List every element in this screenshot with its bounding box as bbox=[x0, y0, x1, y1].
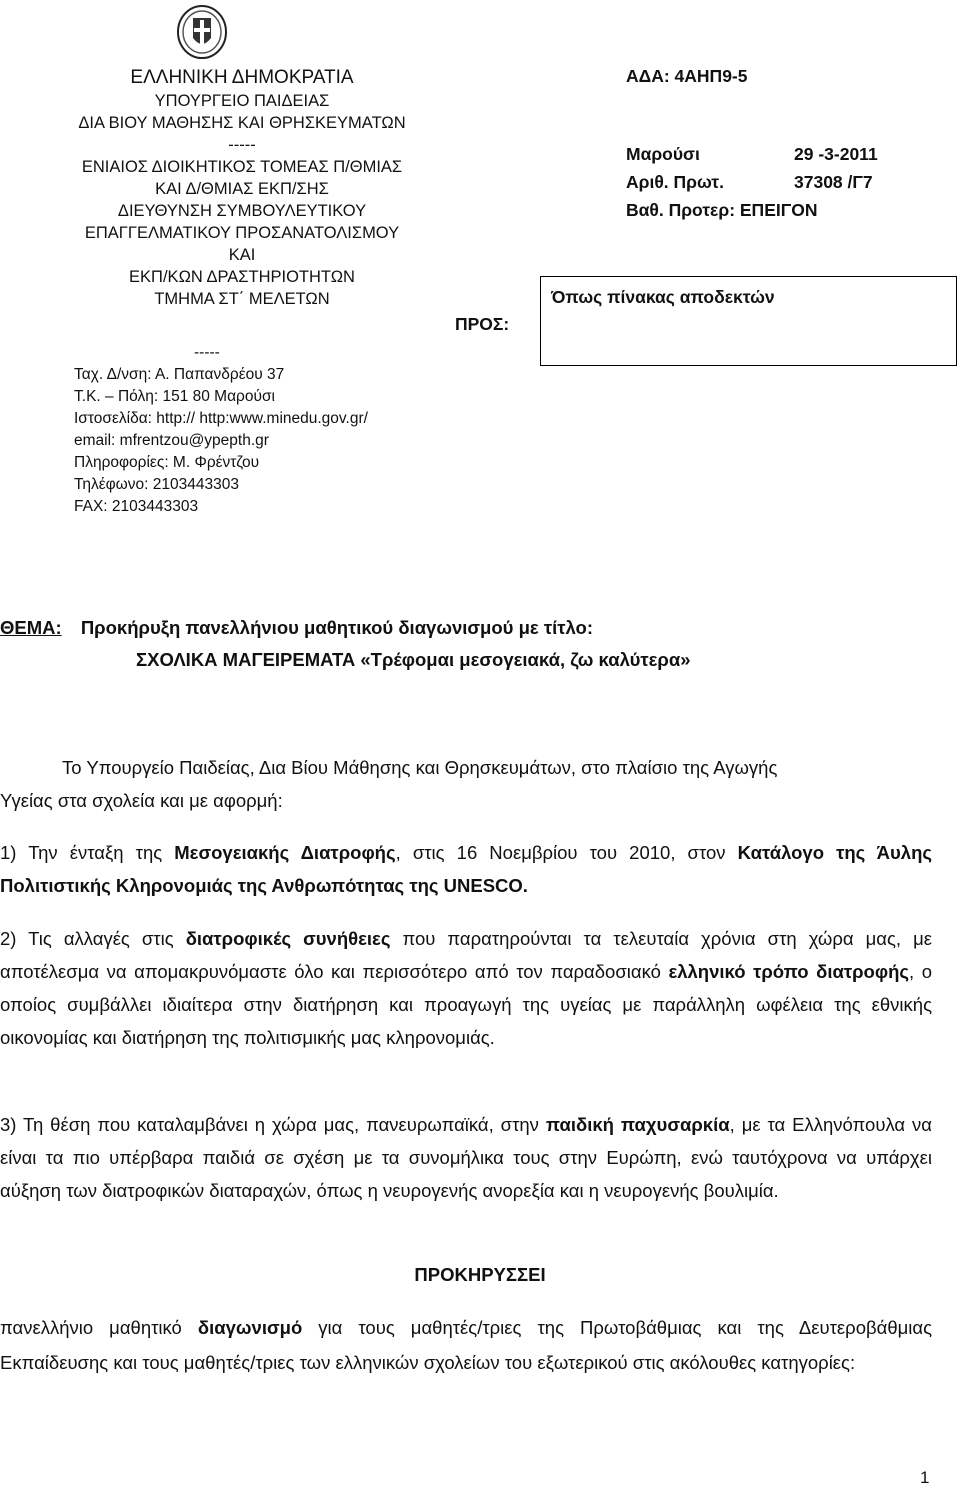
emphasis: διατροφικές συνήθειες bbox=[185, 928, 391, 949]
separator: ----- bbox=[228, 136, 256, 154]
separator: ----- bbox=[194, 344, 220, 361]
document-meta bbox=[626, 140, 926, 224]
subject-line1: Προκήρυξη πανελλήνιου μαθητικού διαγωνισμού με τίτλο: bbox=[80, 617, 594, 638]
website-link[interactable]: Ιστοσελίδα: http:// http:www.minedu.gov.gr/ bbox=[74, 410, 368, 427]
intro-paragraph bbox=[0, 751, 960, 817]
text-span: , με τα Ελληνόπουλα να είναι τα πιο υπέρβαρα παιδιά σε σχέση με τα συνομήλικα τους στην Ευρώπη, ενώ ταυτόχρονα να υπάρχει αύξηση των διατροφικών διαταραχών, όπως η νευρογενής ανορεξία και η νευρογενής βουλιμία. bbox=[0, 1114, 932, 1201]
place-label: Μαρούσι bbox=[626, 144, 700, 164]
to-label: ΠΡΟΣ: bbox=[455, 314, 510, 334]
text-span: 3) Τη θέση που καταλαμβάνει η χώρα μας, πανευρωπαϊκά, στην bbox=[0, 1114, 546, 1135]
page-number: 1 bbox=[920, 1468, 930, 1487]
recipients-text: Όπως πίνακας αποδεκτών bbox=[551, 287, 775, 307]
recipients-box bbox=[540, 276, 957, 366]
postal-code: Τ.Κ. – Πόλη: 151 80 Μαρούσι bbox=[74, 388, 275, 405]
subject-label: ΘΕΜΑ: bbox=[0, 617, 62, 638]
ministry-name: ΥΠΟΥΡΓΕΙΟ ΠΑΙΔΕΙΑΣ bbox=[154, 92, 330, 110]
announcement-paragraph bbox=[0, 1310, 932, 1380]
point-2 bbox=[0, 922, 932, 1054]
country-name: ΕΛΛΗΝΙΚΗ ΔΗΜΟΚΡΑΤΙΑ bbox=[130, 67, 354, 88]
ministry-name-line2: ΔΙΑ ΒΙΟΥ ΜΑΘΗΣΗΣ ΚΑΙ ΘΡΗΣΚΕΥΜΑΤΩΝ bbox=[78, 114, 406, 132]
emphasis: διαγωνισμό bbox=[197, 1317, 303, 1338]
document-date: 29 -3-2011 bbox=[794, 144, 878, 164]
issuer-header bbox=[72, 66, 412, 310]
intro-line2: Υγείας στα σχολεία και με αφορμή: bbox=[0, 790, 283, 811]
greek-coat-of-arms-emblem bbox=[176, 4, 228, 60]
text-span: που παρατηρούνται τα τελευταία χρόνια στη χώρα μας, με αποτέλεσμα να απομακρυνόμαστε όλο και περισσότερο από τον παραδοσιακό bbox=[0, 928, 932, 982]
ada-code: ΑΔΑ: 4ΑΗΠ9-5 bbox=[626, 66, 748, 86]
text-span: 2) Τις αλλαγές στις bbox=[0, 928, 186, 949]
text-span: , στις 16 Νοεμβρίου του 2010, στον bbox=[395, 842, 738, 863]
directorate-line1: ΔΙΕΥΘΥΝΣΗ ΣΥΜΒΟΥΛΕΥΤΙΚΟΥ bbox=[117, 202, 367, 220]
protocol-label: Αριθ. Πρωτ. bbox=[626, 172, 724, 192]
sector-line1: ΕΝΙΑΙΟΣ ΔΙΟΙΚΗΤΙΚΟΣ ΤΟΜΕΑΣ Π/ΘΜΙΑΣ bbox=[81, 158, 403, 176]
intro-line1: Το Υπουργείο Παιδείας, Δια Βίου Μάθησης και Θρησκευμάτων, στο πλαίσιο της Αγωγής bbox=[62, 757, 778, 778]
text-span: για τους μαθητές/τριες της Πρωτοβάθμιας και της Δευτεροβάθμιας Εκπαίδευσης και τους μαθητές/τριες των ελληνικών σχολείων του εξωτερικού στις ακόλουθες κατηγορίες: bbox=[0, 1317, 933, 1373]
text-span: 1) Την ένταξη της bbox=[0, 842, 175, 863]
emphasis: Μεσογειακής Διατροφής bbox=[174, 842, 396, 863]
text-span: , ο οποίος συμβάλλει ιδιαίτερα στην διατήρηση και προαγωγή της υγείας με παράλληλη ωφέλεια της εθνικής οικονομίας και διατήρηση της πολιτισμικής μας κληρονομιάς. bbox=[0, 961, 932, 1048]
department-name: ΤΜΗΜΑ ΣΤ΄ ΜΕΛΕΤΩΝ bbox=[154, 290, 330, 308]
phone: Τηλέφωνο: 2103443303 bbox=[74, 476, 239, 493]
emphasis: Κατάλογο της Άυλης Πολιτιστικής Κληρονομιάς της Ανθρωπότητας της UNESCO. bbox=[0, 842, 933, 896]
directorate-line2: ΕΠΑΓΓΕΛΜΑΤΙΚΟΥ ΠΡΟΣΑΝΑΤΟΛΙΣΜΟΥ ΚΑΙ bbox=[84, 224, 400, 264]
section-heading: ΠΡΟΚΗΡΥΣΣΕΙ bbox=[414, 1264, 546, 1285]
address: Ταχ. Δ/νση: Α. Παπανδρέου 37 bbox=[74, 366, 285, 383]
directorate-line3: ΕΚΠ/ΚΩΝ ΔΡΑΣΤΗΡΙΟΤΗΤΩΝ bbox=[129, 268, 355, 286]
sector-line2: ΚΑΙ Δ/ΘΜΙΑΣ ΕΚΠ/ΣΗΣ bbox=[155, 180, 329, 198]
text-span: πανελλήνιο μαθητικό bbox=[0, 1317, 198, 1338]
emphasis: παιδική παχυσαρκία bbox=[545, 1114, 730, 1135]
subject-line2: ΣΧΟΛΙΚΑ ΜΑΓΕΙΡΕΜΑΤΑ «Τρέφομαι μεσογειακά, ζω καλύτερα» bbox=[136, 649, 691, 670]
emphasis: ελληνικό τρόπο διατροφής bbox=[668, 961, 909, 982]
priority-level: Βαθ. Προτερ: ΕΠΕΙΓΟΝ bbox=[626, 200, 818, 220]
point-1 bbox=[0, 836, 932, 902]
protocol-number: 37308 /Γ7 bbox=[794, 172, 873, 192]
contact-block bbox=[74, 342, 434, 518]
email-link[interactable]: email: mfrentzou@ypepth.gr bbox=[74, 432, 269, 449]
fax: FAX: 2103443303 bbox=[74, 498, 199, 515]
point-3 bbox=[0, 1108, 932, 1207]
subject-block bbox=[0, 612, 960, 676]
info-contact: Πληροφορίες: Μ. Φρέντζου bbox=[74, 454, 260, 471]
